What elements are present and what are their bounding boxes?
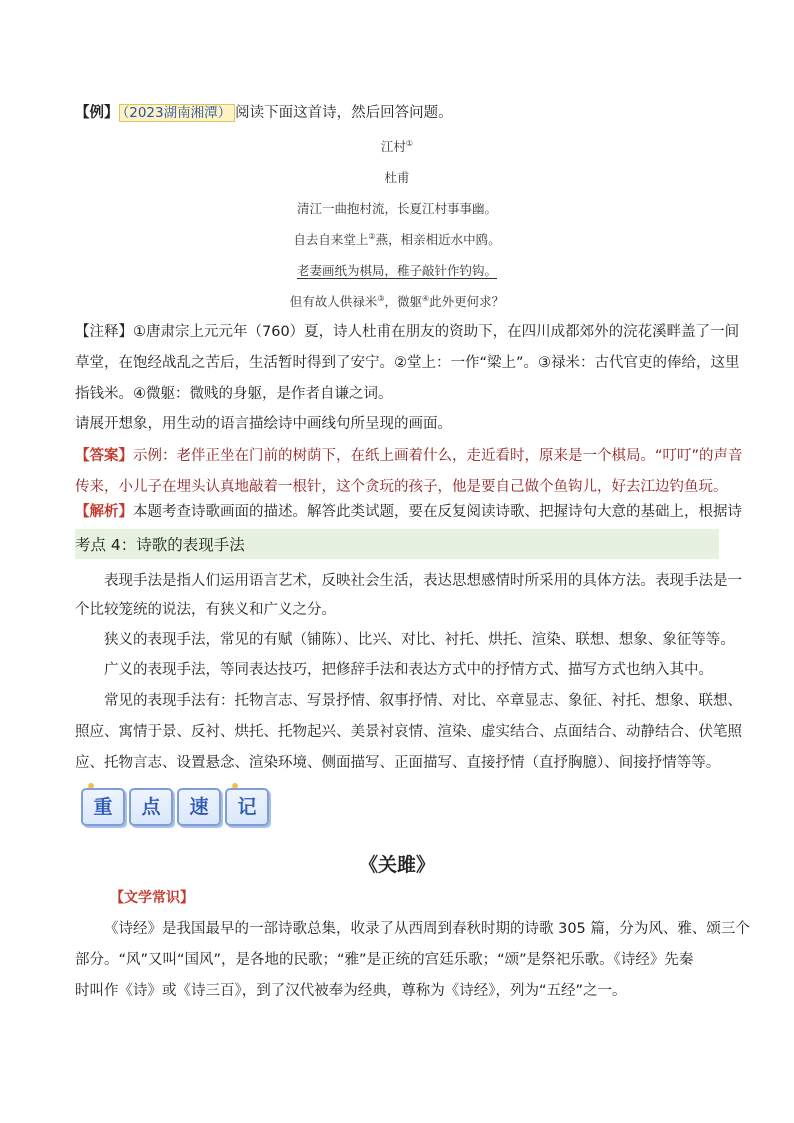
poem-title: 江村① [380,138,414,154]
poem-line-2: 自去自来堂上②燕，相亲相近水中鸥。 [293,231,501,247]
badge-char-1: 重 [81,788,125,826]
section-tag: 【文学常识】 [110,890,194,906]
literary-line-3: 时叫作《诗》或《诗三百》，到了汉代被奉为经典，尊称为《诗经》，列为“五经”之一。 [75,983,627,999]
para-1-line-1: 表现手法是指人们运用语言艺术，反映社会生活，表达思想感情时所采用的具体方法。表现手法是一 [104,573,742,589]
kaodian-title: 考点 4：诗歌的表现手法 [75,536,245,554]
para-2: 狭义的表现手法，常见的有赋（铺陈）、比兴、对比、衬托、烘托、渲染、联想、想象、象征等等。 [104,632,735,648]
notes-line-2: 草堂，在饱经战乱之苦后，生活暂时得到了安宁。②堂上：一作“梁上”。③禄米：古代官吏的俸给，这里 [75,355,740,371]
literary-line-2: 部分。“风”又叫“国风”，是各地的民歌；“雅”是正统的宫廷乐歌；“颂”是祭祀乐歌。《诗经》先秦 [75,952,694,968]
question-text: 请展开想象，用生动的语言描绘诗中画线句所呈现的画面。 [75,416,452,432]
badge-char-2: 点 [129,788,173,826]
example-header [75,103,453,123]
poem-line-1: 清江一曲抱村流，长夏江村事事幽。 [296,201,497,216]
answer-line-2: 传来，小儿子在埋头认真地敲着一根针，这个贪玩的孩子，他是要自己做个鱼钩儿，好去江边钓鱼玩。 [75,479,728,495]
badge-char-4: 记 [225,788,269,826]
answer-tag: 【答案】 [75,448,133,464]
literary-line-1: 《诗经》是我国最早的一部诗歌总集，收录了从西周到春秋时期的诗歌 305 篇，分为风、雅、颂三个 [104,921,750,937]
section-title: 《关雎》 [358,854,435,876]
para-4-line-3: 应、托物言志、设置悬念、渲染环境、侧面描写、正面描写、直接抒情（直抒胸臆）、间接抒情等等。 [75,755,721,771]
poem-author: 杜甫 [384,170,410,185]
poem-line-4: 但有故人供禄米③，微躯④此外更何求？ [289,293,505,309]
kaodian-header [75,529,719,559]
analysis-line: 【解析】本题考查诗歌画面的描述。解答此类试题，要在反复阅读诗歌、把握诗句大意的基础上，根据诗 [75,504,742,520]
example-label: 【例】 [75,105,119,121]
analysis-tag: 【解析】 [75,504,133,520]
example-prompt: 阅读下面这首诗，然后回答问题。 [235,105,453,121]
poem-line-3: 老妻画纸为棋局，稚子敲针作钓钩。 [296,263,497,278]
notes-line-3: 指钱米。④微躯：微贱的身躯，是作者自谦之词。 [75,386,393,402]
answer-line-1: 【答案】示例：老伴正坐在门前的树荫下，在纸上画着什么，走近看时，原来是一个棋局。“叮叮”的声音 [75,448,743,464]
para-4-line-1: 常见的表现手法有：托物言志、写景抒情、叙事抒情、对比、卒章显志、象征、衬托、想象、联想、 [104,693,742,709]
para-4-line-2: 照应、寓情于景、反衬、烘托、托物起兴、美景衬哀情、渲染、虚实结合、点面结合、动静结合、伏笔照 [75,724,742,740]
para-3: 广义的表现手法，等同表达技巧，把修辞手法和表达方式中的抒情方式、描写方式也纳入其中。 [104,662,713,678]
example-source: （2023湖南湘潭） [119,104,236,122]
notes-line-1: 【注释】①唐肃宗上元元年（760）夏，诗人杜甫在朋友的资助下，在四川成都郊外的浣花溪畔盖了一间 [75,324,740,340]
para-1-line-2: 个比较笼统的说法，有狭义和广义之分。 [75,602,336,618]
badge-char-3: 速 [177,788,221,826]
